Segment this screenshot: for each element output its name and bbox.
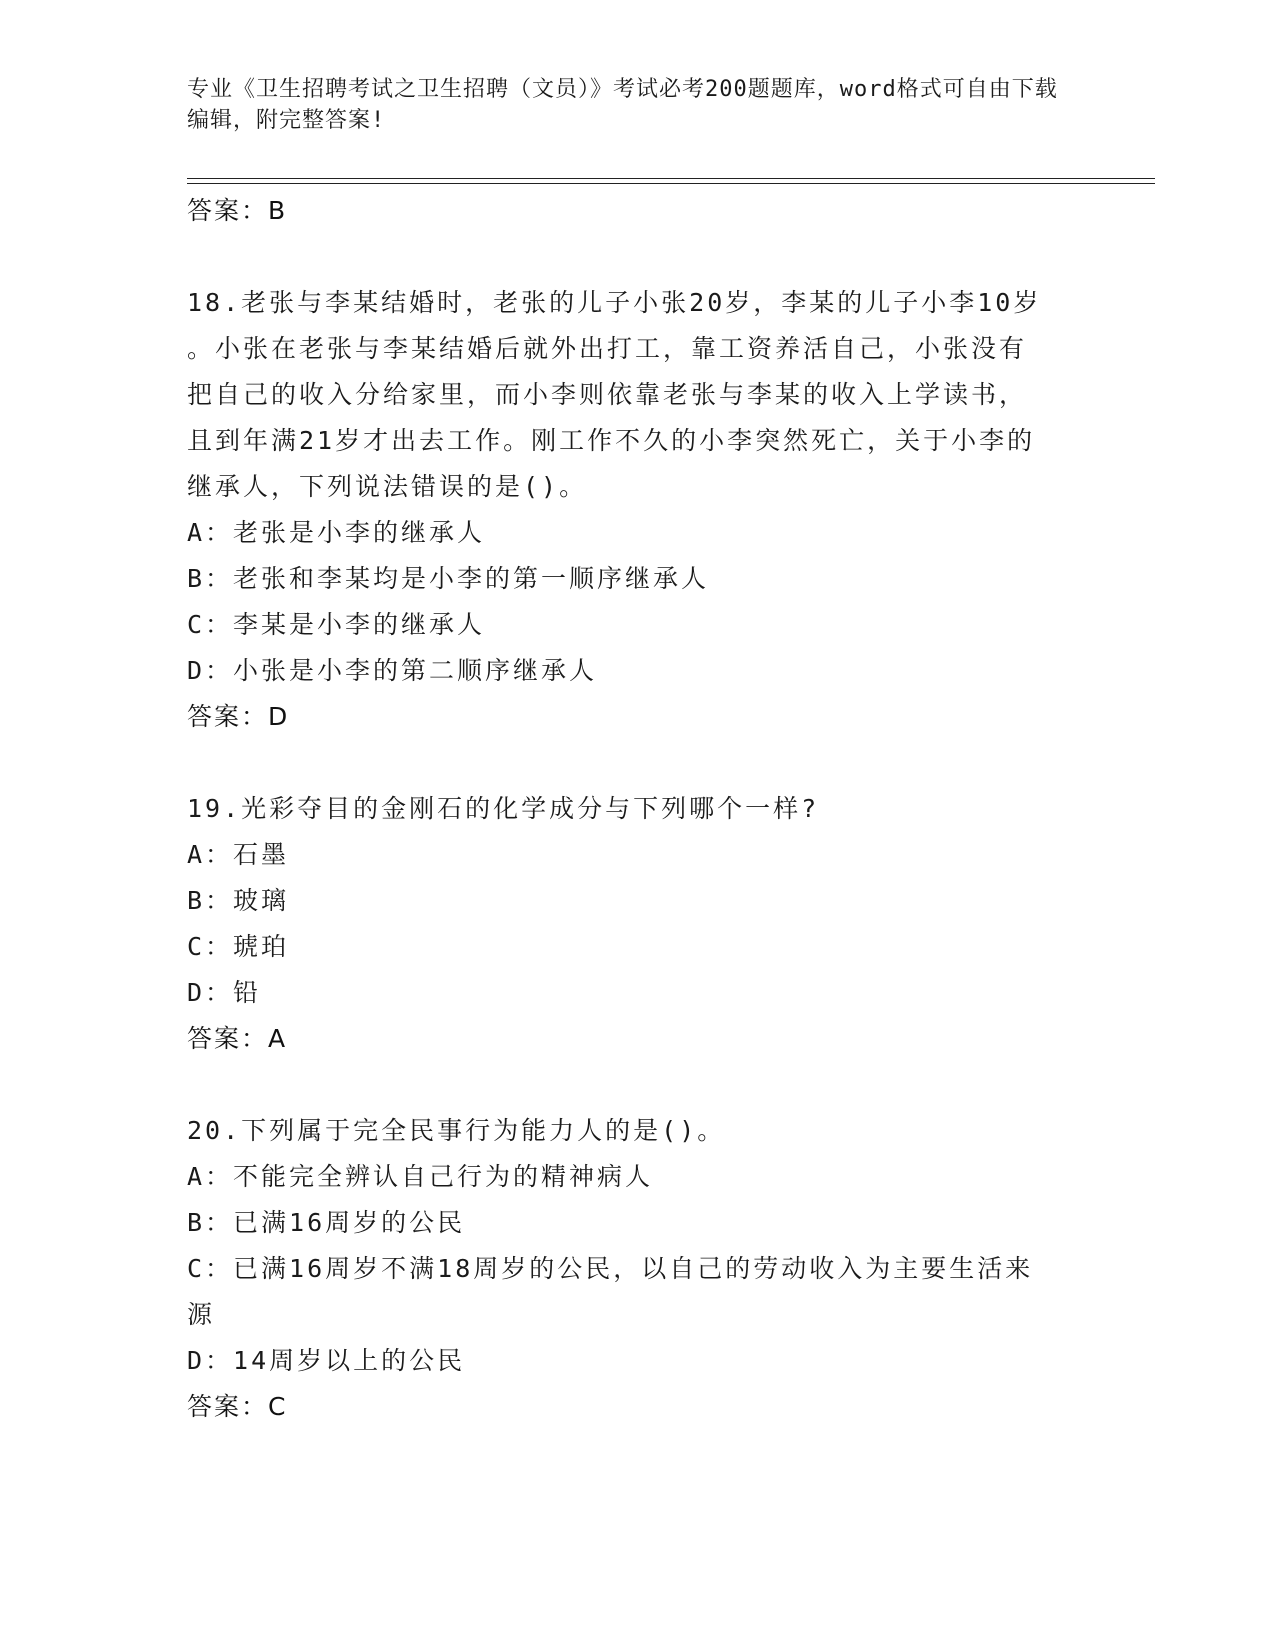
page-header <box>187 74 1067 136</box>
option-c: C：琥珀 <box>187 932 290 961</box>
answer: 答案：D <box>187 702 290 731</box>
answer: 答案：C <box>187 1392 288 1421</box>
option-d: D：14周岁以上的公民 <box>187 1346 466 1375</box>
question-stem-line: 且到年满21岁才出去工作。刚工作不久的小李突然死亡，关于小李的 <box>187 426 1036 455</box>
option-d: D：铅 <box>187 978 262 1007</box>
answer-prev: 答案：B <box>187 196 288 225</box>
answer: 答案：A <box>187 1024 288 1053</box>
option-c: C：李某是小李的继承人 <box>187 610 486 639</box>
question-stem-line: 18.老张与李某结婚时，老张的儿子小张20岁，李某的儿子小李10岁 <box>187 288 1042 317</box>
question-18 <box>187 280 1087 740</box>
question-stem-line: 把自己的收入分给家里，而小李则依靠老张与李某的收入上学读书， <box>187 380 1028 409</box>
content-area <box>187 188 1087 1430</box>
spacer <box>187 740 1087 786</box>
question-20 <box>187 1108 1087 1430</box>
option-a: A：不能完全辨认自己行为的精神病人 <box>187 1162 654 1191</box>
header-rule-bottom <box>187 183 1155 184</box>
option-c: C：已满16周岁不满18周岁的公民，以自己的劳动收入为主要生活来 <box>187 1254 1034 1283</box>
header-text: 专业《卫生招聘考试之卫生招聘（文员）》考试必考200题题库，word格式可自由下载编辑，附完整答案! <box>187 77 1058 133</box>
question-stem-line: 。小张在老张与李某结婚后就外出打工，靠工资养活自己，小张没有 <box>187 334 1028 363</box>
option-b: B：玻璃 <box>187 886 290 915</box>
option-b: B：已满16周岁的公民 <box>187 1208 466 1237</box>
option-a: A：石墨 <box>187 840 290 869</box>
option-b: B：老张和李某均是小李的第一顺序继承人 <box>187 564 710 593</box>
option-a: A：老张是小李的继承人 <box>187 518 486 547</box>
question-stem-line: 继承人，下列说法错误的是()。 <box>187 472 588 501</box>
spacer <box>187 234 1087 280</box>
header-rule-top <box>187 178 1155 179</box>
option-c-continued: 源 <box>187 1300 216 1329</box>
spacer <box>187 1062 1087 1108</box>
option-d: D：小张是小李的第二顺序继承人 <box>187 656 598 685</box>
question-19 <box>187 786 1087 1062</box>
question-stem-line: 19.光彩夺目的金刚石的化学成分与下列哪个一样? <box>187 794 820 823</box>
question-stem-line: 20.下列属于完全民事行为能力人的是()。 <box>187 1116 726 1145</box>
